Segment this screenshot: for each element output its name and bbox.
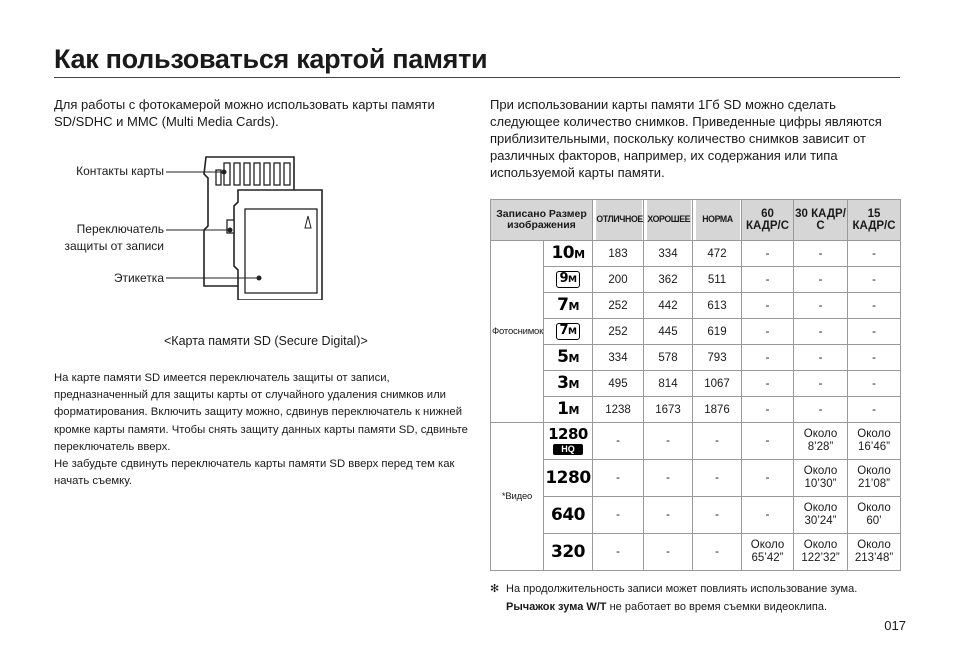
- cell-fps30: -: [794, 345, 848, 371]
- cell-normal: -: [693, 497, 742, 534]
- cell-normal: 511: [693, 267, 742, 293]
- cell-excellent: 252: [593, 319, 644, 345]
- asterisk-icon: ✻: [490, 583, 500, 595]
- cell-fps30: -: [794, 319, 848, 345]
- table-row: [491, 397, 901, 423]
- callout-switch-line1: Переключатель: [76, 222, 164, 236]
- cell-normal: 613: [693, 293, 742, 319]
- cell-excellent: 495: [593, 371, 644, 397]
- cell-good: 814: [644, 371, 693, 397]
- video-1280-icon: 1280: [545, 468, 591, 488]
- resolution-icon: [544, 460, 593, 497]
- cell-good: 578: [644, 345, 693, 371]
- size-9m-wide-icon: 9M: [556, 271, 579, 288]
- header-excellent: ОТЛИЧНОЕ: [595, 200, 642, 241]
- cell-fps60: -: [742, 397, 794, 423]
- table-row: [491, 345, 901, 371]
- cell-excellent: 252: [593, 293, 644, 319]
- hq-badge: HQ: [553, 444, 583, 455]
- resolution-icon: [544, 397, 593, 423]
- callout-switch-line2: защиты от записи: [64, 239, 164, 253]
- cell-good: 445: [644, 319, 693, 345]
- table-header-row: [491, 200, 901, 241]
- cell-fps15: -: [848, 345, 901, 371]
- cell-excellent: -: [593, 460, 644, 497]
- video-640-icon: 640: [551, 505, 585, 525]
- cell-normal: 1067: [693, 371, 742, 397]
- title-divider: [54, 77, 900, 78]
- cell-fps60: -: [742, 497, 794, 534]
- cell-good: 1673: [644, 397, 693, 423]
- cell-normal: 793: [693, 345, 742, 371]
- header-fps60: 60 КАДР/С: [742, 200, 794, 241]
- cell-fps60: -: [742, 460, 794, 497]
- cell-fps30: Около 30’24”: [794, 497, 848, 534]
- cell-fps30: Около 122’32”: [794, 534, 848, 571]
- cell-fps60: -: [742, 293, 794, 319]
- cell-good: -: [644, 460, 693, 497]
- footnote-line-1: На продолжительность записи может повлиять использование зума.: [506, 583, 858, 595]
- size-1m-icon: 1M: [557, 398, 579, 419]
- cell-fps60: -: [742, 319, 794, 345]
- cell-fps30: Около 10’30”: [794, 460, 848, 497]
- size-10m-icon: 10M: [551, 242, 585, 263]
- group-video: *Видео: [491, 423, 544, 571]
- table-row: [491, 460, 901, 497]
- footnote-line-2: Рычажок зума W/T не работает во время съемки видеоклипа.: [506, 601, 828, 613]
- cell-normal: 619: [693, 319, 742, 345]
- cell-fps60: Около 65’42”: [742, 534, 794, 571]
- size-5m-icon: 5M: [557, 346, 579, 367]
- intro-left-text: Для работы с фотокамерой можно использовать карты памяти SD/SDHC и MMC (Multi Media Cards).: [54, 97, 435, 129]
- cell-excellent: 200: [593, 267, 644, 293]
- header-normal: НОРМА: [694, 200, 739, 241]
- cell-fps15: Около 16’46”: [848, 423, 901, 460]
- size-7m-wide-icon: 7M: [556, 323, 579, 340]
- resolution-icon: [544, 345, 593, 371]
- body-paragraph-2: Не забудьте сдвинуть переключатель карты памяти SD вверх перед тем как начать съемку.: [54, 458, 455, 488]
- resolution-icon: [544, 534, 593, 571]
- cell-fps15: Около 60’: [848, 497, 901, 534]
- body-text: [54, 370, 468, 490]
- cell-fps60: -: [742, 345, 794, 371]
- resolution-icon: [544, 319, 593, 345]
- callout-contacts: Контакты карты: [76, 164, 164, 178]
- cell-excellent: -: [593, 423, 644, 460]
- diagram-caption: <Карта памяти SD (Secure Digital)>: [164, 334, 368, 348]
- capacity-table: [490, 199, 901, 571]
- cell-fps60: -: [742, 267, 794, 293]
- table-row: [491, 241, 901, 267]
- cell-good: 334: [644, 241, 693, 267]
- cell-normal: 1876: [693, 397, 742, 423]
- callout-label: Этикетка: [113, 271, 164, 285]
- group-photo: Фотоснимок: [491, 241, 544, 423]
- header-good: ХОРОШЕЕ: [645, 200, 690, 241]
- video-320-icon: 320: [551, 542, 585, 562]
- cell-excellent: -: [593, 534, 644, 571]
- cell-normal: -: [693, 423, 742, 460]
- cell-fps15: Около 21’08”: [848, 460, 901, 497]
- header-size: Записано Размер изображения: [491, 200, 593, 241]
- resolution-icon: [544, 497, 593, 534]
- page-title: Как пользоваться картой памяти: [54, 44, 488, 74]
- resolution-icon: [544, 267, 593, 293]
- cell-fps30: -: [794, 397, 848, 423]
- cell-excellent: -: [593, 497, 644, 534]
- footnote: [490, 580, 904, 616]
- cell-fps15: -: [848, 241, 901, 267]
- intro-right-text: При использовании карты памяти 1Гб SD можно сделать следующее количество снимков. Приведенные цифры являются приблизительными, поскольку количество снимков зависит от различных факторов, например, их содержания или типа используемой карты памяти.: [490, 97, 882, 180]
- cell-normal: -: [693, 534, 742, 571]
- body-paragraph-1: На карте памяти SD имеется переключатель защиты от записи, предназначенный для защиты карты от случайного удаления снимков или форматирования. Включить защиту можно, сдвинув переключатель к нижней кромке карты памяти. Чтобы снять защиту данных карты памяти SD, сдвиньте переключатель вверх.: [54, 372, 468, 453]
- cell-fps15: -: [848, 397, 901, 423]
- cell-fps30: -: [794, 293, 848, 319]
- video-1280-hq-icon: 1280 HQ: [548, 424, 588, 454]
- cell-fps15: Около 213’48”: [848, 534, 901, 571]
- cell-fps15: -: [848, 267, 901, 293]
- cell-fps30: -: [794, 241, 848, 267]
- cell-fps30: -: [794, 267, 848, 293]
- cell-excellent: 334: [593, 345, 644, 371]
- table-row: [491, 497, 901, 534]
- size-7m-icon: 7M: [557, 294, 579, 315]
- cell-fps15: -: [848, 371, 901, 397]
- cell-excellent: 183: [593, 241, 644, 267]
- cell-fps60: -: [742, 241, 794, 267]
- header-fps30: 30 КАДР/С: [794, 200, 848, 241]
- cell-fps60: -: [742, 423, 794, 460]
- size-3m-icon: 3M: [557, 372, 579, 393]
- cell-fps30: -: [794, 371, 848, 397]
- table-row: [491, 423, 901, 460]
- callout-switch: [54, 221, 164, 255]
- page-number: 017: [884, 618, 906, 633]
- resolution-icon: [544, 371, 593, 397]
- cell-fps15: -: [848, 319, 901, 345]
- cell-normal: 472: [693, 241, 742, 267]
- cell-good: -: [644, 534, 693, 571]
- cell-normal: -: [693, 460, 742, 497]
- table-row: [491, 371, 901, 397]
- table-row: [491, 534, 901, 571]
- cell-good: 362: [644, 267, 693, 293]
- cell-fps15: -: [848, 293, 901, 319]
- cell-fps30: Около 8’28”: [794, 423, 848, 460]
- cell-excellent: 1238: [593, 397, 644, 423]
- zoom-lever-label: Рычажок зума W/T: [506, 601, 607, 613]
- header-fps15: 15 КАДР/С: [848, 200, 901, 241]
- cell-good: 442: [644, 293, 693, 319]
- cell-fps60: -: [742, 371, 794, 397]
- cell-good: -: [644, 497, 693, 534]
- cell-good: -: [644, 423, 693, 460]
- table-row: [491, 319, 901, 345]
- table-row: [491, 267, 901, 293]
- resolution-icon: [544, 241, 593, 267]
- resolution-icon: [544, 423, 593, 460]
- resolution-icon: [544, 293, 593, 319]
- table-row: [491, 293, 901, 319]
